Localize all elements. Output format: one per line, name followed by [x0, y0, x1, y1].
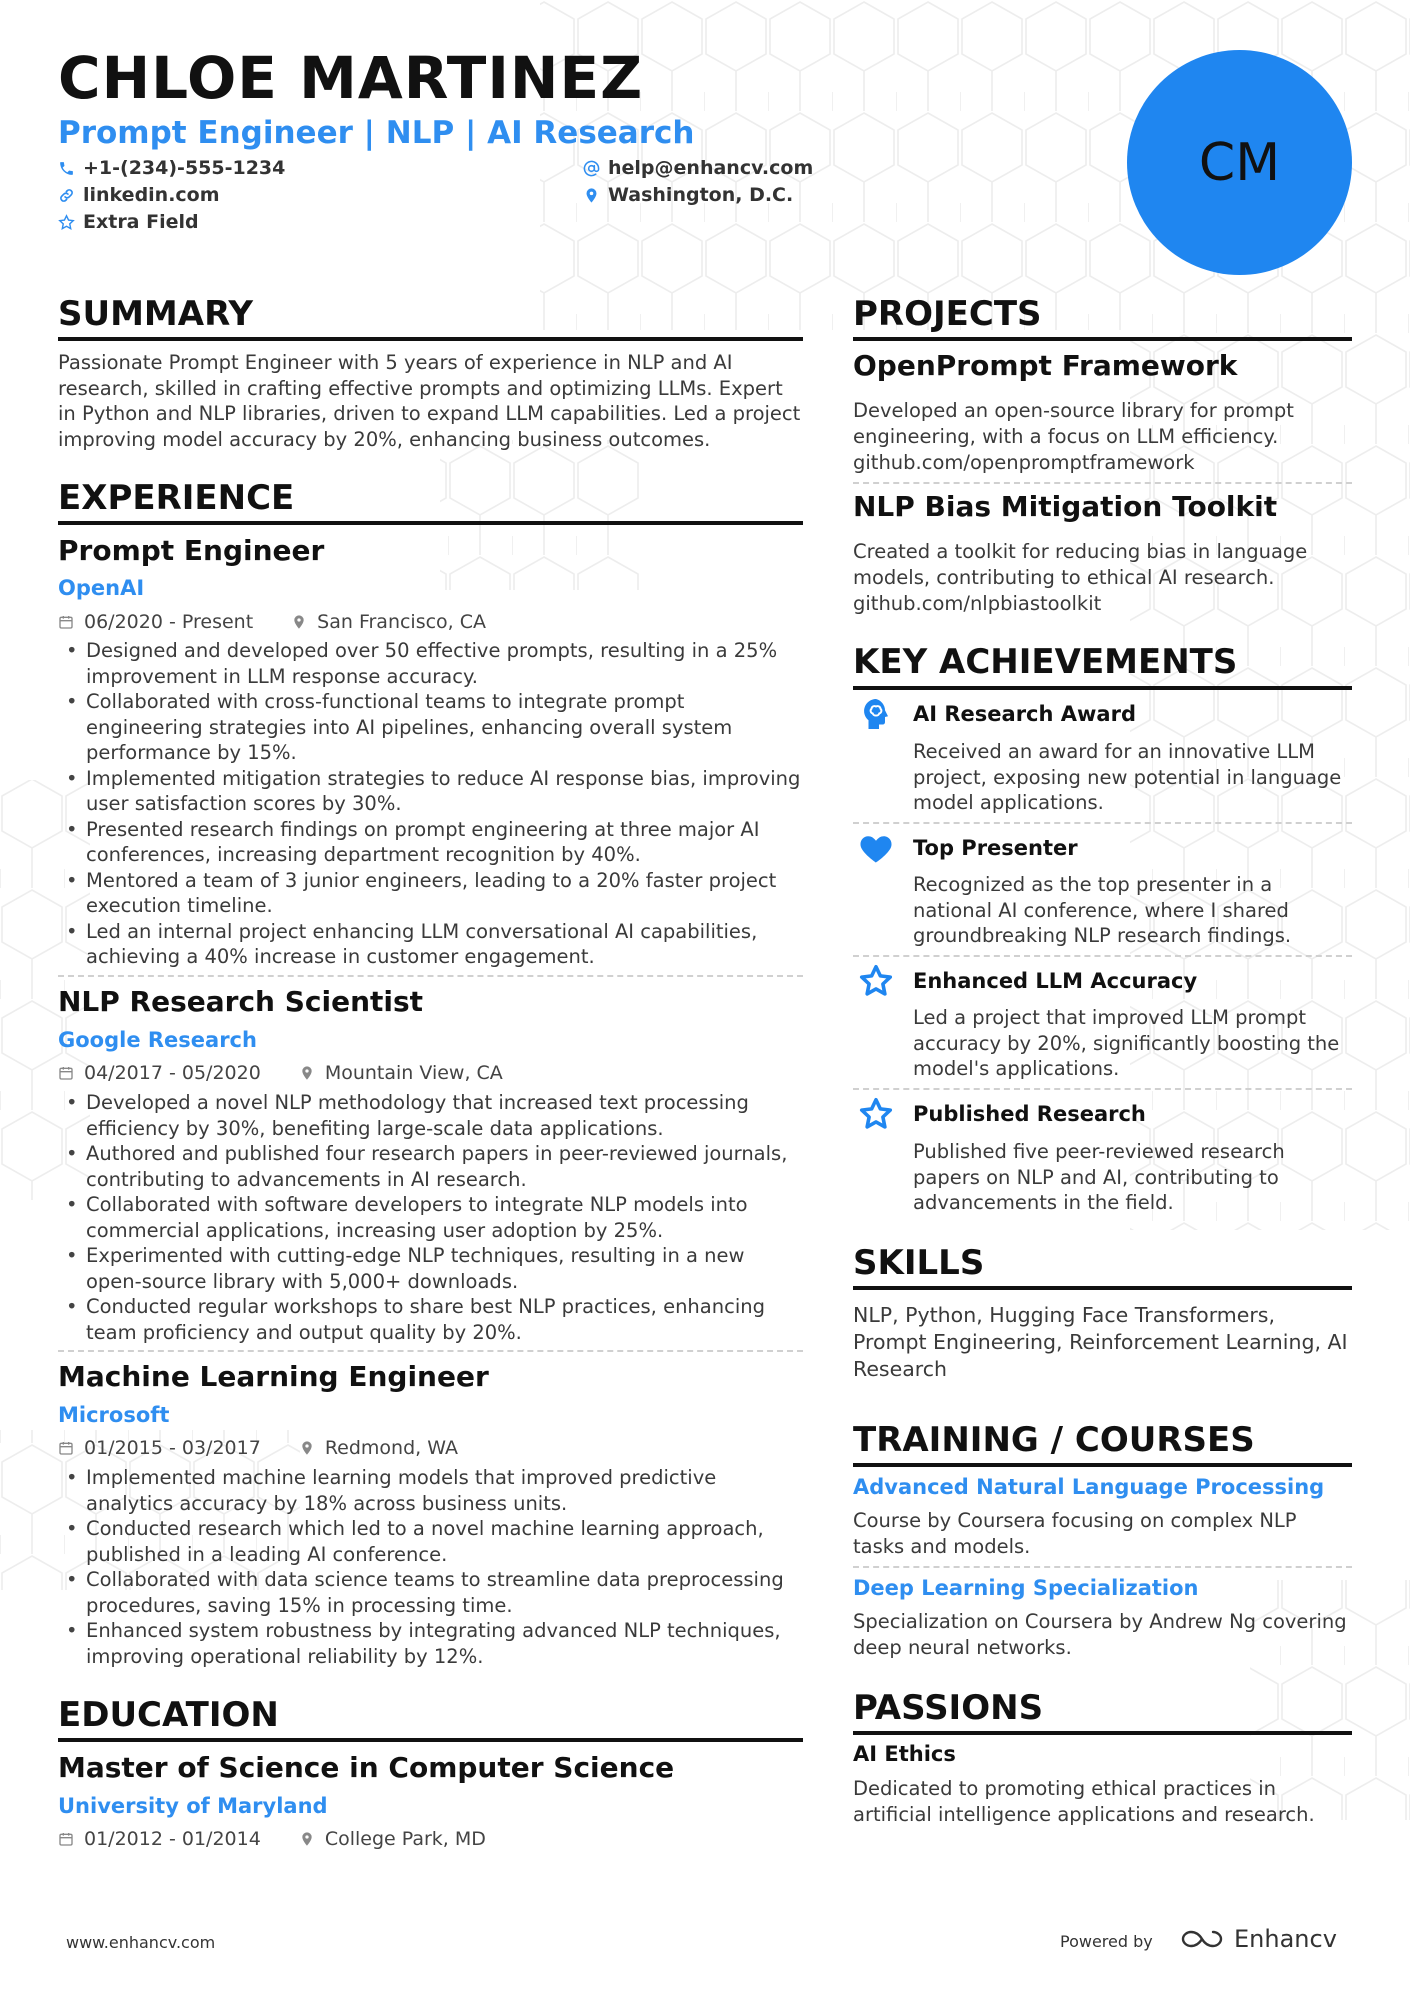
achievement-title: Published Research — [913, 1102, 1146, 1126]
project-link[interactable]: github.com/openpromptframework — [853, 451, 1195, 474]
achievement-text: Recognized as the top presenter in a national AI conference, where I shared groundbreaking NLP research findings. — [913, 873, 1292, 947]
bullet-item: • Collaborated with cross-functional teams to integrate prompt engineering strategies into AI pipelines, enhancing overall system performance by 15%. — [58, 689, 803, 766]
summary-text: Passionate Prompt Engineer with 5 years of experience in NLP and AI research, skilled in crafting effective prompts and optimizing LLMs. Expert in Python and NLP libraries, driven to expand LLM capabilities. Led a project improving model accuracy by 20%, enhancing business outcomes. — [58, 351, 801, 451]
at-icon — [583, 160, 600, 177]
bullet-item: • Developed a novel NLP methodology that increased text processing efficiency by 30%, benefiting large-scale data applications. — [58, 1090, 803, 1141]
school-name: University of Maryland — [58, 1794, 328, 1818]
achievement-title: AI Research Award — [913, 702, 1136, 726]
avatar-initials: CM — [1198, 132, 1281, 193]
candidate-title: Prompt Engineer | NLP | AI Research — [58, 115, 695, 151]
job-bullets — [58, 1090, 803, 1345]
job-location: Mountain View, CA — [324, 1062, 503, 1084]
phone-text: +1-(234)-555-1234 — [83, 157, 286, 179]
project-description: Developed an open-source library for prompt engineering, with a focus on LLM efficiency. — [853, 399, 1294, 448]
achievement-text: Published five peer-reviewed research papers on NLP and AI, contributing to advancements in the field. — [913, 1140, 1285, 1214]
job-bullets — [58, 638, 803, 970]
divider — [58, 1350, 803, 1352]
training-rule — [853, 1463, 1352, 1467]
footer-powered-by: Powered by — [1060, 1932, 1153, 1951]
bullet-item: • Implemented machine learning models that improved predictive analytics accuracy by 18% across business units. — [58, 1465, 803, 1516]
job-meta — [58, 611, 486, 633]
education-heading: EDUCATION — [58, 1695, 279, 1735]
project-title: OpenPrompt Framework — [853, 349, 1238, 382]
location-pin-icon — [299, 1065, 315, 1081]
phone-icon — [58, 160, 75, 177]
achievement-text: Led a project that improved LLM prompt accuracy by 20%, significantly boosting the model's applications. — [913, 1006, 1340, 1080]
location-pin-icon — [583, 187, 600, 204]
divider — [58, 975, 803, 977]
achievement-title: Top Presenter — [913, 836, 1078, 860]
contact-extra — [58, 211, 199, 233]
calendar-icon — [58, 1065, 74, 1081]
bullet-item: • Presented research findings on prompt engineering at three major AI conferences, increasing department recognition by 40%. — [58, 817, 803, 868]
divider — [853, 1566, 1352, 1568]
location-pin-icon — [291, 614, 307, 630]
bullet-item: • Collaborated with software developers to integrate NLP models into commercial applications, increasing user adoption by 25%. — [58, 1192, 803, 1243]
skills-rule — [853, 1286, 1352, 1290]
divider — [853, 955, 1352, 957]
achievements-heading: KEY ACHIEVEMENTS — [853, 642, 1238, 682]
contact-email[interactable] — [583, 157, 813, 179]
bullet-item: • Led an internal project enhancing LLM conversational AI capabilities, achieving a 40% increase in customer engagement. — [58, 919, 803, 970]
passions-heading: PASSIONS — [853, 1688, 1044, 1728]
skills-text: NLP, Python, Hugging Face Transformers, Prompt Engineering, Reinforcement Learning, AI Research — [853, 1303, 1348, 1381]
job-dates: 01/2015 - 03/2017 — [84, 1437, 261, 1459]
job-company: Microsoft — [58, 1403, 170, 1427]
projects-rule — [853, 337, 1352, 341]
job-company: Google Research — [58, 1028, 257, 1052]
bullet-item: • Implemented mitigation strategies to reduce AI response bias, improving user satisfaction scores by 30%. — [58, 766, 803, 817]
extra-field-text: Extra Field — [83, 211, 199, 233]
job-dates: 06/2020 - Present — [84, 611, 254, 633]
heart-icon — [858, 831, 894, 867]
job-bullets — [58, 1465, 803, 1669]
divider — [853, 1088, 1352, 1090]
course-description: Specialization on Coursera by Andrew Ng covering deep neural networks. — [853, 1610, 1347, 1659]
bullet-item: • Collaborated with data science teams to streamline data preprocessing procedures, saving 15% in processing time. — [58, 1567, 803, 1618]
job-title: Prompt Engineer — [58, 534, 325, 567]
project-description: Created a toolkit for reducing bias in language models, contributing to ethical AI research. — [853, 540, 1308, 589]
project-link[interactable]: github.com/nlpbiastoolkit — [853, 592, 1102, 615]
bullet-item: • Conducted research which led to a novel machine learning approach, published in a leading AI conference. — [58, 1516, 803, 1567]
avatar — [1127, 50, 1352, 275]
experience-heading: EXPERIENCE — [58, 478, 295, 518]
footer-website[interactable]: www.enhancv.com — [66, 1933, 216, 1952]
education-meta — [58, 1828, 486, 1850]
divider — [853, 482, 1352, 484]
bullet-item: • Enhanced system robustness by integrating advanced NLP techniques, improving operational reliability by 12%. — [58, 1618, 803, 1669]
location-pin-icon — [299, 1440, 315, 1456]
job-company: OpenAI — [58, 576, 145, 600]
bullet-item: • Designed and developed over 50 effective prompts, resulting in a 25% improvement in LLM response accuracy. — [58, 638, 803, 689]
projects-heading: PROJECTS — [853, 294, 1042, 334]
bullet-item: • Experimented with cutting-edge NLP techniques, resulting in a new open-source library with 5,000+ downloads. — [58, 1243, 803, 1294]
location-pin-icon — [299, 1831, 315, 1847]
job-meta — [58, 1437, 458, 1459]
achievement-text: Received an award for an innovative LLM project, exposing new potential in language model applications. — [913, 740, 1342, 814]
divider — [853, 822, 1352, 824]
job-title: NLP Research Scientist — [58, 985, 424, 1018]
calendar-icon — [58, 614, 74, 630]
job-meta — [58, 1062, 503, 1084]
star-outline-icon — [58, 214, 75, 231]
course-title: Advanced Natural Language Processing — [853, 1475, 1325, 1499]
passions-rule — [853, 1731, 1352, 1735]
skills-heading: SKILLS — [853, 1243, 985, 1283]
training-heading: TRAINING / COURSES — [853, 1420, 1255, 1460]
education-dates: 01/2012 - 01/2014 — [84, 1828, 261, 1850]
bullet-item: • Authored and published four research papers in peer-reviewed journals, contributing to advancements in AI research. — [58, 1141, 803, 1192]
passion-text: Dedicated to promoting ethical practices in artificial intelligence applications and research. — [853, 1777, 1315, 1826]
contact-location — [583, 184, 793, 206]
achievement-title: Enhanced LLM Accuracy — [913, 969, 1198, 993]
contact-phone[interactable] — [58, 157, 285, 179]
job-dates: 04/2017 - 05/2020 — [84, 1062, 261, 1084]
brand-name: Enhancv — [1234, 1925, 1337, 1953]
calendar-icon — [58, 1440, 74, 1456]
candidate-name: CHLOE MARTINEZ — [58, 44, 644, 112]
education-location: College Park, MD — [324, 1828, 486, 1850]
brain-head-icon — [858, 696, 894, 732]
project-title: NLP Bias Mitigation Toolkit — [853, 490, 1278, 523]
job-location: Redmond, WA — [324, 1437, 458, 1459]
star-icon — [858, 963, 894, 999]
linkedin-text: linkedin.com — [83, 184, 220, 206]
calendar-icon — [58, 1831, 74, 1847]
brand-logo[interactable] — [1180, 1925, 1337, 1953]
education-rule — [58, 1738, 803, 1742]
bullet-item: • Mentored a team of 3 junior engineers, leading to a 20% faster project execution timeline. — [58, 868, 803, 919]
contact-linkedin[interactable] — [58, 184, 220, 206]
job-title: Machine Learning Engineer — [58, 1360, 489, 1393]
link-icon — [58, 187, 75, 204]
experience-rule — [58, 521, 803, 525]
passion-title: AI Ethics — [853, 1742, 956, 1766]
course-title: Deep Learning Specialization — [853, 1576, 1199, 1600]
location-text: Washington, D.C. — [608, 184, 794, 206]
summary-heading: SUMMARY — [58, 294, 254, 334]
degree-title: Master of Science in Computer Science — [58, 1751, 675, 1784]
job-location: San Francisco, CA — [317, 611, 487, 633]
course-description: Course by Coursera focusing on complex NLP tasks and models. — [853, 1509, 1297, 1558]
summary-rule — [58, 337, 803, 341]
enhancv-logo-icon — [1180, 1927, 1226, 1951]
bullet-item: • Conducted regular workshops to share best NLP practices, enhancing team proficiency and output quality by 20%. — [58, 1294, 803, 1345]
achievements-rule — [853, 686, 1352, 690]
star-icon — [858, 1096, 894, 1132]
email-text: help@enhancv.com — [608, 157, 814, 179]
